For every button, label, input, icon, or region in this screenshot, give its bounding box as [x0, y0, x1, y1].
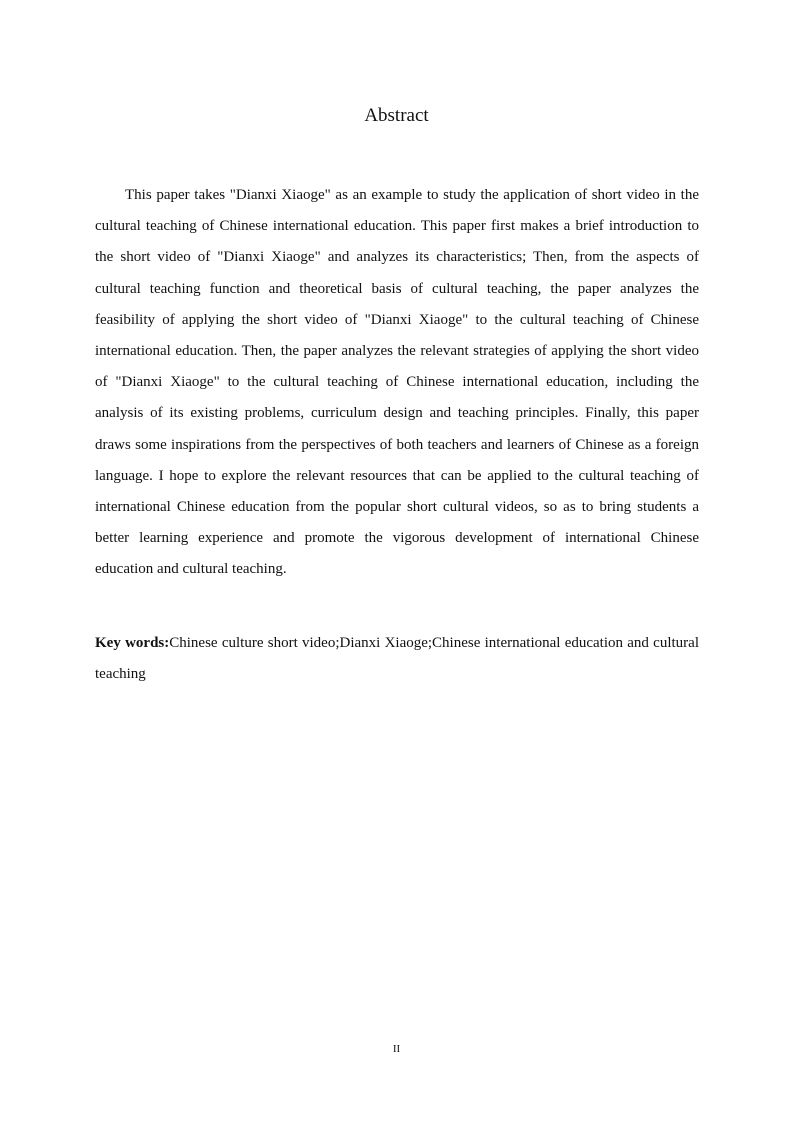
abstract-body [95, 180, 699, 586]
keywords-text: Chinese culture short video;Dianxi Xiaoge;Chinese international education and cultural teaching [95, 635, 699, 683]
keywords-label: Key words: [95, 635, 170, 651]
page-title: Abstract [364, 105, 429, 126]
keywords-section [95, 628, 699, 690]
abstract-text: This paper takes "Dianxi Xiaoge" as an example to study the application of short video in the cultural teaching of Chinese international education. This paper first makes a brief introduction to the short video of "Dianxi Xiaoge" and analyzes its characteristics; Then, from the aspects of cultural teaching function and theoretical basis of cultural teaching, the paper analyzes the feasibility of applying the short video of "Dianxi Xiaoge" to the cultural teaching of Chinese international education. Then, the paper analyzes the relevant strategies of applying the short video of "Dianxi Xiaoge" to the cultural teaching of Chinese international education, including the analysis of its existing problems, curriculum design and teaching principles. Finally, this paper draws some inspirations from the perspectives of both teachers and learners of Chinese as a foreign language. I hope to explore the relevant resources that can be applied to the cultural teaching of international Chinese education from the popular short cultural videos, so as to bring students a better learning experience and promote the vigorous development of international Chinese education and cultural teaching. [95, 187, 699, 578]
page-number: II [392, 1043, 401, 1055]
